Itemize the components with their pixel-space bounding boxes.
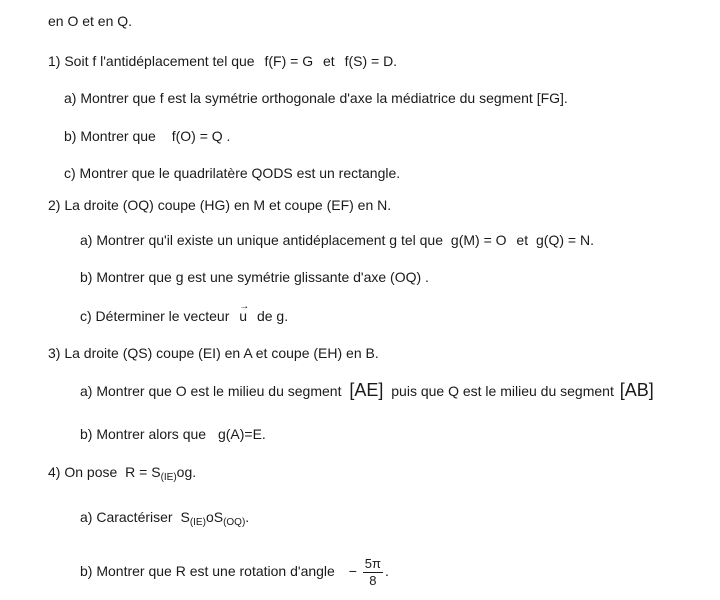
question-1c	[64, 164, 400, 182]
subscript: (IE)	[189, 517, 206, 528]
formula	[180, 509, 250, 528]
text: c) Montrer que le quadrilatère QODS est un rectangle.	[64, 165, 401, 181]
formula: g(Q) = N.	[536, 232, 594, 248]
formula: g(M) = O	[450, 232, 507, 248]
text: .	[385, 563, 389, 579]
text: de g.	[256, 308, 289, 324]
text: a) Montrer qu'il existe un unique antidéplacement g tel que	[80, 232, 444, 248]
formula: f(S) = D.	[344, 53, 398, 69]
text: 2) La droite (OQ) coupe (HG) en M et coupe (EF) en N.	[48, 197, 392, 213]
text: a) Montrer que O est le milieu du segment	[80, 383, 342, 399]
question-3a	[80, 381, 654, 400]
question-2b	[80, 268, 429, 286]
question-4b	[80, 556, 389, 588]
text: a) Montrer que f est la symétrie orthogonale d'axe la médiatrice du segment [FG].	[64, 90, 568, 106]
text: et	[322, 53, 335, 69]
formula: f(O) = Q .	[171, 128, 231, 144]
text: et	[516, 232, 529, 248]
formula-part: S	[180, 509, 190, 525]
question-1b	[64, 127, 230, 145]
minus-sign: −	[348, 563, 357, 579]
formula	[125, 464, 197, 483]
formula-part: R = S	[125, 464, 161, 480]
text: 3) La droite (QS) coupe (EI) en A et coupe (EH) en B.	[48, 345, 379, 361]
question-3	[48, 344, 379, 362]
text: en O et en Q.	[48, 13, 133, 29]
question-1a	[64, 89, 568, 107]
question-4a	[80, 508, 249, 532]
formula: f(F) = G	[264, 53, 314, 69]
continuation-line	[48, 12, 132, 30]
text: puis que Q est le milieu du segment	[391, 383, 614, 399]
text: b) Montrer que R est une rotation d'angle	[80, 563, 335, 579]
numerator: 5π	[364, 555, 381, 571]
formula: g(A)=E.	[217, 426, 266, 442]
question-2	[48, 196, 391, 214]
question-4	[48, 463, 196, 487]
text: c) Déterminer le vecteur	[80, 308, 230, 324]
question-3b	[80, 425, 266, 443]
subscript: (IE)	[160, 472, 177, 483]
formula-part: oS	[205, 509, 224, 525]
text: 4) On pose	[48, 464, 118, 480]
question-1	[48, 52, 397, 70]
formula-part: .	[245, 509, 250, 525]
vector-u: → u	[239, 307, 247, 325]
text: a) Caractériser	[80, 509, 173, 525]
text: b) Montrer que	[64, 128, 156, 144]
segment-ae: [AE]	[349, 380, 384, 400]
fraction	[363, 557, 383, 588]
formula-part: og.	[176, 464, 197, 480]
question-2a	[80, 231, 594, 249]
text: b) Montrer alors que	[80, 426, 207, 442]
denominator: 8	[369, 572, 377, 588]
text: 1) Soit f l'antidéplacement tel que	[48, 53, 255, 69]
question-2c	[80, 307, 288, 325]
subscript: (OQ)	[223, 517, 246, 528]
segment-ab: [AB]	[619, 380, 654, 400]
text: b) Montrer que g est une symétrie glissante d'axe (OQ) .	[80, 269, 429, 285]
